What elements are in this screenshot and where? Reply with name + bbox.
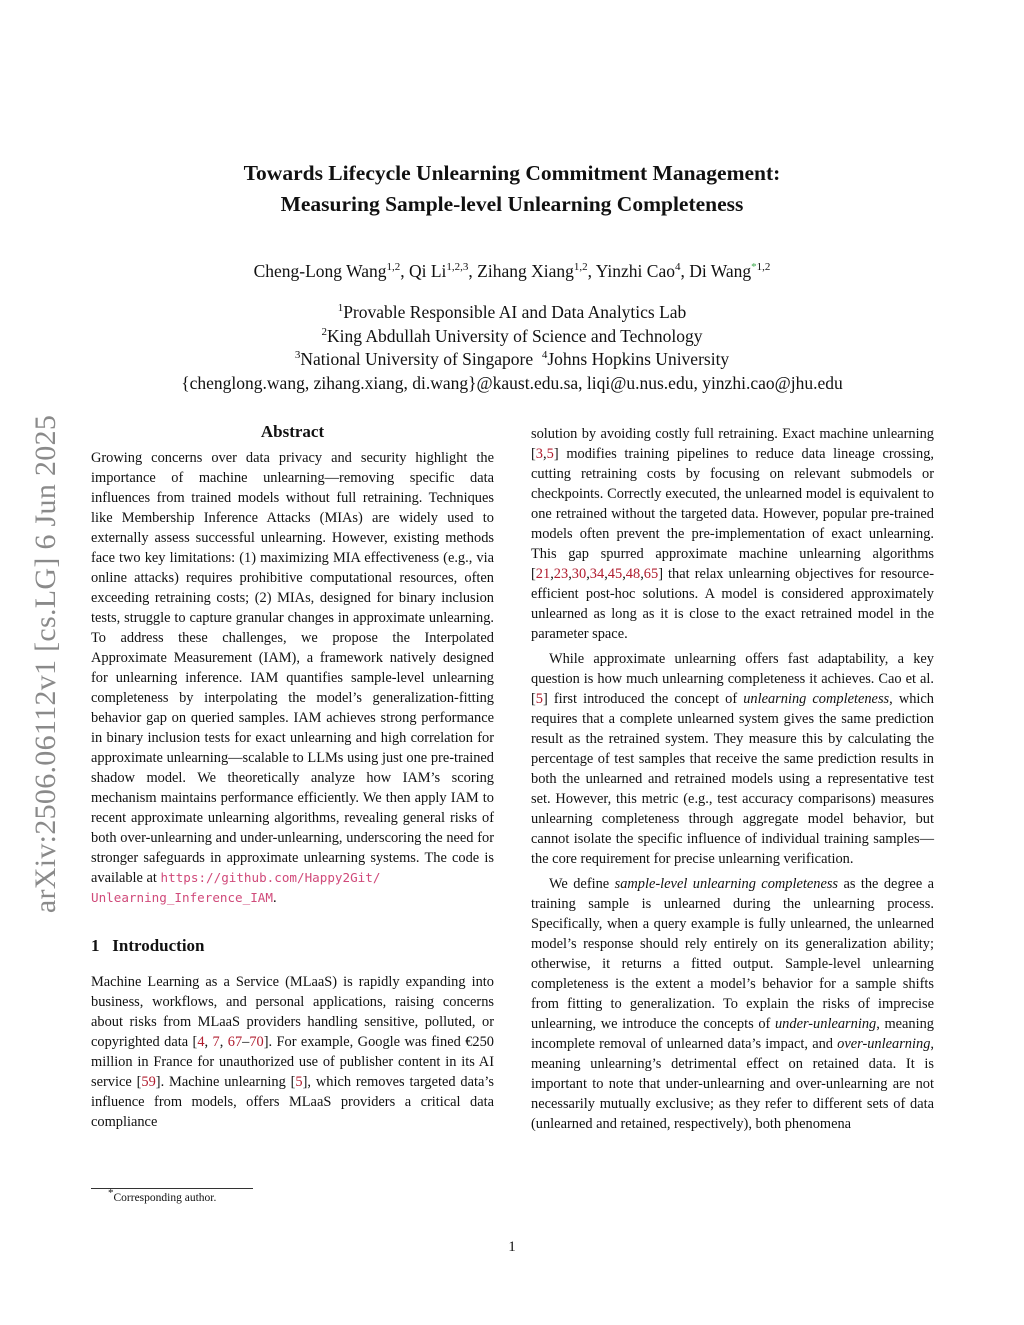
author-name: Qi Li — [408, 261, 447, 281]
right-paragraph-2 — [531, 649, 934, 869]
footnote-text: Corresponding author. — [113, 1192, 217, 1204]
body-text: While approximate unlearning offers fast adaptability, a key question is how much unlearning completeness it achieves. Cao et al. [ — [531, 651, 934, 707]
citation-link[interactable]: 21 — [535, 566, 551, 582]
paper-title-line2: Measuring Sample-level Unlearning Completeness — [280, 192, 744, 216]
code-link-part1[interactable]: https://github.com/Happy2Git/ — [160, 870, 381, 885]
body-text: , meaning incomplete removal of unlearned data’s impact, and — [531, 1016, 935, 1052]
citation-separator: , — [568, 566, 572, 582]
affiliation-number: 4 — [541, 349, 548, 362]
author-name: Zihang Xiang — [477, 261, 574, 281]
author-emails: {chenglong.wang, zihang.xiang, di.wang}@kaust.edu.sa, liqi@u.nus.edu, yinzhi.cao@jhu.edu — [181, 372, 843, 393]
citation-link[interactable]: 7 — [212, 1034, 220, 1050]
citation-separator: , — [622, 566, 626, 582]
citation-link[interactable]: 23 — [553, 566, 569, 582]
emphasis-term: sample-level unlearning completeness — [614, 876, 839, 892]
author-affiliation: 1,2 — [573, 261, 588, 274]
left-column — [91, 422, 494, 1132]
author-name: Di Wang — [689, 261, 752, 281]
corresponding-star: * — [751, 261, 757, 274]
affiliation-number: 3 — [294, 349, 301, 362]
body-text: We define — [549, 876, 615, 892]
citation-link[interactable]: 3 — [535, 446, 543, 462]
citation-link[interactable]: 48 — [625, 566, 641, 582]
footnote-rule — [91, 1188, 253, 1189]
affiliation-1: Provable Responsible AI and Data Analytics Lab — [343, 302, 687, 322]
right-paragraph-3 — [531, 874, 934, 1134]
author-affiliation: 1,2 — [756, 261, 771, 274]
intro-paragraph-1 — [91, 972, 494, 1132]
citation-link[interactable]: 34 — [589, 566, 605, 582]
abstract-heading: Abstract — [260, 422, 325, 441]
affiliation-3: National University of Singapore — [300, 349, 534, 369]
intro-text: ]. For example, Google was fined €250 million in France for unauthorized use of publisher content in its AI service [ — [91, 1034, 494, 1090]
section-title: Introduction — [112, 936, 205, 955]
intro-text: ]. Machine unlearning [ — [155, 1074, 296, 1090]
affiliation-number: 2 — [321, 325, 327, 338]
code-period: . — [272, 890, 277, 906]
body-text: solution by avoiding costly full retraining. Exact machine unlearning [ — [531, 426, 934, 462]
affiliation-2: King Abdullah University of Science and Technology — [326, 325, 703, 346]
citation-separator: , — [604, 566, 608, 582]
code-availability: The code is available at — [91, 850, 494, 886]
author-name: Cheng-Long Wang — [253, 261, 387, 281]
author-list: Cheng-Long Wang$^{1,2}$, Qi Li$^{1,2,3}$, Zihang Xiang$^{1,2}$, Yinzhi Cao$^4$, Di Wang$^{*1,2}$ — [253, 261, 771, 281]
author-affiliation: 1,2 — [386, 261, 401, 274]
affiliation-number: 1 — [337, 302, 344, 315]
section-number: 1 — [91, 936, 100, 955]
citation-link[interactable]: 30 — [571, 566, 587, 582]
citation-link[interactable]: 67 — [227, 1034, 243, 1050]
abstract-body — [91, 448, 494, 908]
author-name: Yinzhi Cao — [595, 261, 675, 281]
citation-separator: , — [640, 566, 644, 582]
footnote — [108, 1187, 217, 1204]
intro-text: ], which removes targeted data’s influence from models, offers MLaaS providers a critical data compliance — [91, 1074, 494, 1130]
body-text: ] that relax unlearning objectives for resource-efficient post-hoc solutions. A model is considered approximately unlearned as long as it is close to the exact retrained model in the parameter space. — [531, 566, 934, 642]
body-text: , which requires that a complete unlearned system gives the same prediction result as the retrained system. They measure this by calculating the percentage of test samples that receive the same prediction results in both the unlearned and retrained models using a representative test set. However, this metric (e.g., test accuracy comparisons) measures unlearning completeness through aggregate model behavior, but cannot isolate the specific influence of individual training samples—the core requirement for precise unlearning verification. — [531, 691, 934, 867]
body-text: ] modifies training pipelines to reduce data lineage crossing, cutting retraining costs by focusing on relevant submodels or checkpoints. Correctly executed, the unlearned model is equivalent to one retrained without the targeted data. However, popular pre-trained models often prevent the pre-implementation of exact unlearning. This gap spurred approximate machine unlearning algorithms [ — [531, 446, 934, 582]
author-affiliation: 1,2,3 — [446, 261, 469, 274]
code-link-part2[interactable]: Unlearning_Inference_IAM — [91, 890, 273, 905]
citation-link[interactable]: 5 — [546, 446, 554, 462]
affiliation-4: Johns Hopkins University — [547, 349, 730, 369]
emphasis-term: under-unlearning — [774, 1016, 877, 1032]
arxiv-stamp — [28, 380, 64, 948]
citation-link[interactable]: 45 — [607, 566, 623, 582]
abstract-text: Growing concerns over data privacy and security highlight the importance of machine unlearning—removing specific data influences from trained models without full retraining. Techniques like Membership Inference Attacks (MIAs) are widely used to externally assess successful unlearning. However, existing methods face two key limitations: (1) maximizing MIA effectiveness (e.g., via online attacks) requires prohibitive computational resources, often exceeding retraining costs; (2) MIAs, designed for binary inclusion tests, struggle to capture granular changes in approximate unlearning. To address these challenges, we propose the Interpolated Approximate Measurement (IAM), a framework natively designed for unlearning inference. IAM quantifies sample-level unlearning completeness by interpolating the model’s generalization-fitting behavior gap on queried samples. IAM achieves strong performance in binary inclusion tests for exact unlearning and high correlation for approximate unlearning—scalable to LLMs using just one pre-trained shadow model. We theoretically analyze how IAM’s scoring mechanism maintains performance efficiently. We then apply IAM to recent approximate unlearning algorithms, revealing general risks of both over-unlearning and under-unlearning, underscoring the need for stronger safeguards in approximate unlearning systems. — [91, 450, 494, 866]
body-text: ] first introduced the concept of — [543, 691, 744, 707]
citation-link[interactable]: 5 — [295, 1074, 303, 1090]
citation-link[interactable]: 65 — [643, 566, 659, 582]
citation-separator: , — [586, 566, 590, 582]
paper-title-line1: Towards Lifecycle Unlearning Commitment Management: — [243, 161, 781, 185]
emphasis-term: over-unlearning — [837, 1036, 931, 1052]
citation-separator: , — [550, 566, 554, 582]
author-affiliation: 4 — [674, 261, 681, 274]
citation-link[interactable]: 70 — [249, 1034, 264, 1050]
affiliations — [112, 301, 912, 395]
citation-separator: – — [242, 1034, 250, 1050]
right-paragraph-1 — [531, 424, 934, 644]
citation-separator: , — [204, 1034, 213, 1050]
footnote-mark: * — [108, 1187, 114, 1200]
body-text: as the degree a training sample is unlearned during the unlearning process. Specifically, when a query example is fully unlearned, the unlearned model’s response should rely entirely on its generalization ability; otherwise, it returns a fitted output. Sample-level unlearning completeness is the extent a model’s behavior for a sample shifts from fitting to generalization. To explain the risks of imprecise unlearning, we introduce the concepts of — [531, 876, 935, 1032]
body-text: , meaning unlearning’s detrimental effect on retained data. It is important to note that under-unlearning and over-unlearning are not necessarily mutually exclusive; as they refer to different sets of data (unlearned and retained, respectively), both phenomena — [531, 1036, 934, 1132]
citation-link[interactable]: 5 — [535, 691, 543, 707]
right-column — [531, 424, 934, 1134]
emphasis-term: unlearning completeness — [743, 691, 890, 707]
citation-separator: , — [219, 1034, 228, 1050]
arxiv-stamp-text: arXiv:2506.06112v1 [cs.LG] 6 Jun 2025 — [29, 414, 62, 914]
page-number: 1 — [508, 1239, 516, 1255]
citation-link[interactable]: 4 — [197, 1034, 205, 1050]
citation-link[interactable]: 59 — [141, 1074, 156, 1090]
section-heading-introduction — [91, 936, 494, 956]
citation-separator: , — [543, 446, 547, 462]
intro-text: Machine Learning as a Service (MLaaS) is rapidly expanding into business, workflows, and personal applications, raising concerns about risks from MLaaS providers handling sensitive, polluted, or copyrighted data [ — [91, 974, 494, 1050]
